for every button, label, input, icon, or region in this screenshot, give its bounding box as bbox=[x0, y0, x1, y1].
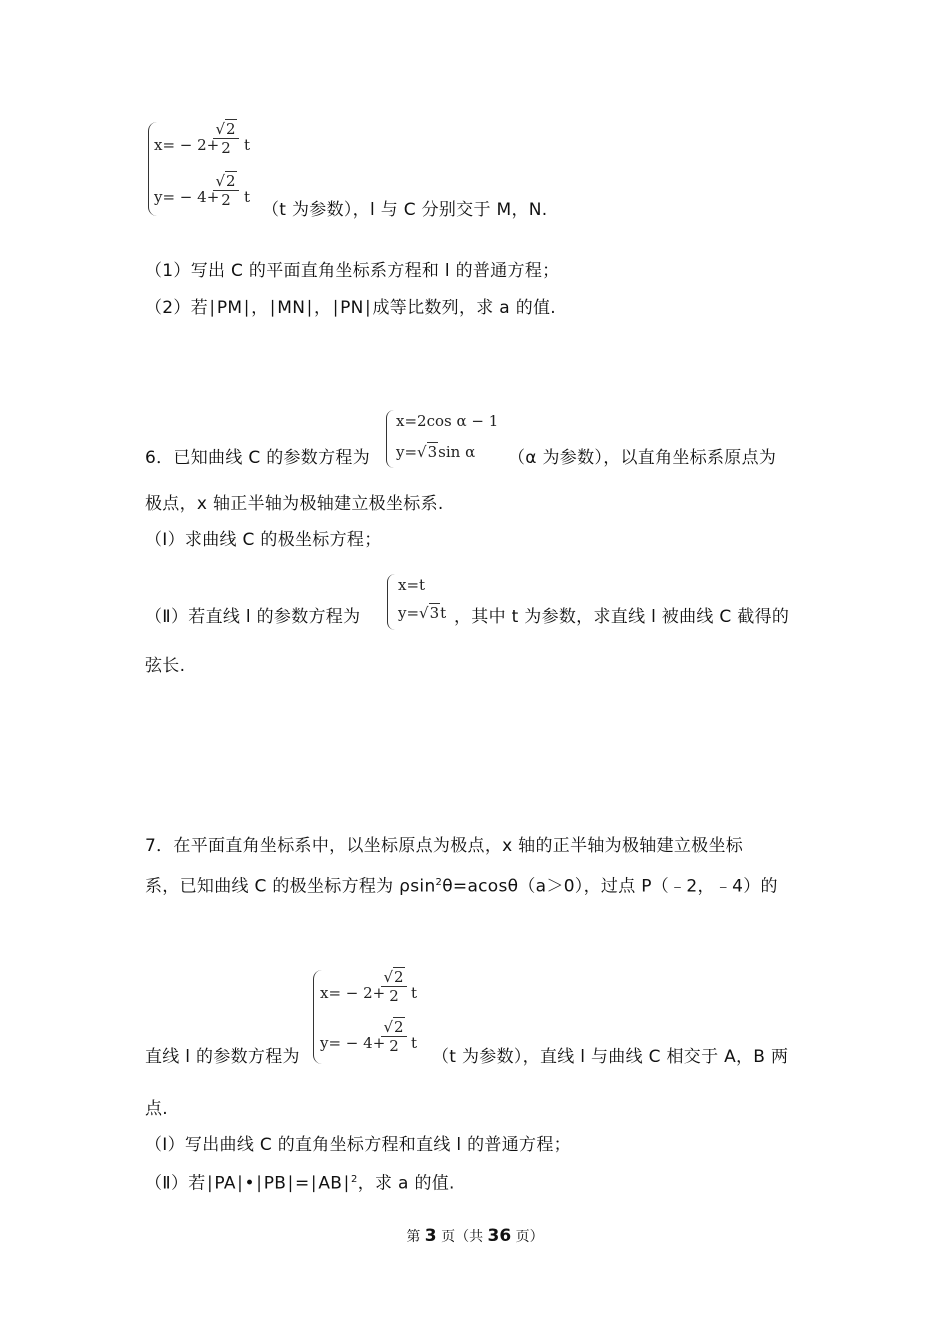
q5-sys-y: y= − 4+ bbox=[154, 188, 220, 206]
q6-line2: 极点，x 轴正半轴为极轴建立极坐标系. bbox=[145, 494, 444, 514]
q6-tail: （α 为参数），以直角坐标系原点为 bbox=[508, 448, 777, 468]
q5-frac-x: $\frac{√2}{2}$ bbox=[213, 120, 239, 157]
q5-sys-x: x= − 2+ bbox=[154, 136, 220, 154]
q7-part2: （Ⅱ）若∣PA∣•∣PB∣=∣AB∣$^2$，求 a 的值. bbox=[145, 1173, 455, 1194]
q7-frac-y: $\frac{√2}{2}$ bbox=[381, 1018, 407, 1055]
q6-part1: （Ⅰ）求曲线 C 的极坐标方程； bbox=[145, 530, 382, 550]
q5-t-y: t bbox=[244, 188, 251, 206]
q7-line2: 系，已知曲线 C 的极坐标方程为 ρsin$^2$θ=acosθ（a＞0），过点 P（﹣2，﹣4）的 bbox=[145, 876, 778, 897]
q6-sys-x: x=2cos α − 1 bbox=[396, 412, 499, 430]
q7-lead: 直线 l 的参数方程为 bbox=[145, 1047, 300, 1067]
q6-lead: 6．已知曲线 C 的参数方程为 bbox=[145, 448, 370, 468]
page-footer: 第 3 页（共 36 页） bbox=[406, 1226, 544, 1246]
q7-part1: （Ⅰ）写出曲线 C 的直角坐标方程和直线 l 的普通方程； bbox=[145, 1135, 571, 1155]
page-number: 3 bbox=[424, 1226, 437, 1246]
q5-tail: （t 为参数），l 与 C 分别交于 M，N. bbox=[262, 200, 548, 220]
q5-part1: （1）写出 C 的平面直角坐标系方程和 l 的普通方程； bbox=[145, 261, 560, 281]
q6-brace bbox=[386, 410, 394, 468]
q6-part2-lead: （Ⅱ）若直线 l 的参数方程为 bbox=[145, 607, 361, 627]
q7-t-y: t bbox=[411, 1034, 418, 1052]
q6-l-sys-y: y=√3t bbox=[398, 604, 447, 622]
q7-sys-x: x= − 2+ bbox=[320, 984, 386, 1002]
q7-t-x: t bbox=[411, 984, 418, 1002]
q5-part2: （2）若∣PM∣，∣MN∣，∣PN∣成等比数列，求 a 的值. bbox=[145, 298, 557, 318]
q5-frac-y: $\frac{√2}{2}$ bbox=[213, 172, 239, 209]
q6-part2-line2: 弦长. bbox=[145, 656, 186, 676]
q6-l-brace bbox=[387, 574, 395, 630]
q7-sys-y: y= − 4+ bbox=[320, 1034, 386, 1052]
q6-part2-tail: ，其中 t 为参数，求直线 l 被曲线 C 截得的 bbox=[454, 607, 790, 627]
q7-tail: （t 为参数），直线 l 与曲线 C 相交于 A，B 两 bbox=[432, 1047, 789, 1067]
page-total: 36 bbox=[487, 1226, 512, 1246]
q7-line1: 7．在平面直角坐标系中，以坐标原点为极点，x 轴的正半轴为极轴建立极坐标 bbox=[145, 836, 744, 856]
q7-line4: 点. bbox=[145, 1099, 169, 1119]
q6-l-sys-x: x=t bbox=[398, 576, 426, 594]
q5-t-x: t bbox=[244, 136, 251, 154]
q7-frac-x: $\frac{√2}{2}$ bbox=[381, 968, 407, 1005]
q6-sys-y: y=√3sin α bbox=[396, 443, 476, 461]
